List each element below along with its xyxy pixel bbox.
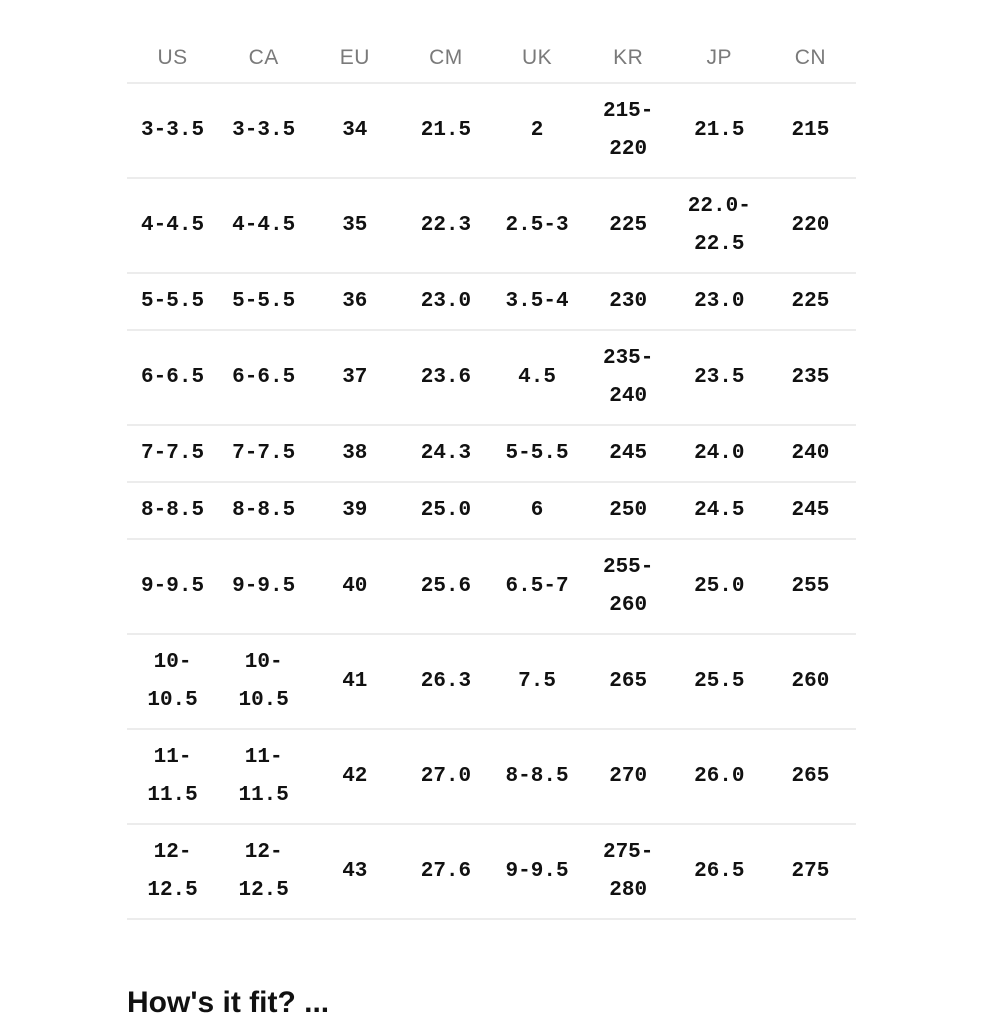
cell-eu: 38 xyxy=(309,425,400,482)
cell-kr: 215- 220 xyxy=(583,83,674,178)
cell-jp: 21.5 xyxy=(674,83,765,178)
cell-jp: 22.0- 22.5 xyxy=(674,178,765,273)
cell-cm: 23.6 xyxy=(400,330,491,425)
cell-jp: 26.5 xyxy=(674,824,765,919)
table-row xyxy=(127,634,856,729)
cell-ca: 3-3.5 xyxy=(218,83,309,178)
cell-ca: 10- 10.5 xyxy=(218,634,309,729)
cell-us: 9-9.5 xyxy=(127,539,218,634)
cell-kr: 230 xyxy=(583,273,674,330)
cell-cm: 24.3 xyxy=(400,425,491,482)
cell-jp: 26.0 xyxy=(674,729,765,824)
cell-us: 3-3.5 xyxy=(127,83,218,178)
cell-jp: 24.0 xyxy=(674,425,765,482)
header-jp: JP xyxy=(674,34,765,83)
cell-uk: 3.5-4 xyxy=(492,273,583,330)
header-cm: CM xyxy=(400,34,491,83)
cell-cm: 21.5 xyxy=(400,83,491,178)
cell-cn: 260 xyxy=(765,634,856,729)
cell-us: 10- 10.5 xyxy=(127,634,218,729)
cell-ca: 11- 11.5 xyxy=(218,729,309,824)
cell-jp: 23.5 xyxy=(674,330,765,425)
cell-jp: 23.0 xyxy=(674,273,765,330)
cell-eu: 35 xyxy=(309,178,400,273)
cell-cn: 225 xyxy=(765,273,856,330)
cell-cm: 23.0 xyxy=(400,273,491,330)
table-row xyxy=(127,729,856,824)
cell-ca: 4-4.5 xyxy=(218,178,309,273)
cell-jp: 24.5 xyxy=(674,482,765,539)
cell-cn: 220 xyxy=(765,178,856,273)
table-row xyxy=(127,83,856,178)
cell-uk: 2.5-3 xyxy=(492,178,583,273)
cell-eu: 37 xyxy=(309,330,400,425)
cell-uk: 7.5 xyxy=(492,634,583,729)
table-row xyxy=(127,425,856,482)
table-row xyxy=(127,482,856,539)
cell-cm: 27.6 xyxy=(400,824,491,919)
cell-ca: 6-6.5 xyxy=(218,330,309,425)
cell-us: 4-4.5 xyxy=(127,178,218,273)
cell-jp: 25.0 xyxy=(674,539,765,634)
cell-uk: 4.5 xyxy=(492,330,583,425)
cell-eu: 34 xyxy=(309,83,400,178)
cell-kr: 275- 280 xyxy=(583,824,674,919)
header-uk: UK xyxy=(492,34,583,83)
cell-eu: 40 xyxy=(309,539,400,634)
cell-cn: 215 xyxy=(765,83,856,178)
cell-ca: 12- 12.5 xyxy=(218,824,309,919)
cell-cn: 265 xyxy=(765,729,856,824)
table-row xyxy=(127,330,856,425)
cell-cm: 22.3 xyxy=(400,178,491,273)
cell-uk: 5-5.5 xyxy=(492,425,583,482)
cell-ca: 9-9.5 xyxy=(218,539,309,634)
cell-cm: 25.0 xyxy=(400,482,491,539)
cell-eu: 42 xyxy=(309,729,400,824)
cell-eu: 39 xyxy=(309,482,400,539)
cell-us: 7-7.5 xyxy=(127,425,218,482)
cell-kr: 235- 240 xyxy=(583,330,674,425)
cell-eu: 36 xyxy=(309,273,400,330)
section-heading: How's it fit? ... xyxy=(127,986,330,1019)
cell-cn: 240 xyxy=(765,425,856,482)
cell-uk: 8-8.5 xyxy=(492,729,583,824)
cell-us: 8-8.5 xyxy=(127,482,218,539)
header-us: US xyxy=(127,34,218,83)
cell-cm: 26.3 xyxy=(400,634,491,729)
table-header-row xyxy=(127,34,856,83)
cell-uk: 9-9.5 xyxy=(492,824,583,919)
cell-cm: 25.6 xyxy=(400,539,491,634)
cell-kr: 250 xyxy=(583,482,674,539)
cell-kr: 225 xyxy=(583,178,674,273)
header-eu: EU xyxy=(309,34,400,83)
table-row xyxy=(127,824,856,919)
cell-us: 11- 11.5 xyxy=(127,729,218,824)
cell-ca: 8-8.5 xyxy=(218,482,309,539)
cell-kr: 255- 260 xyxy=(583,539,674,634)
table-body xyxy=(127,83,856,919)
cell-uk: 2 xyxy=(492,83,583,178)
cell-ca: 5-5.5 xyxy=(218,273,309,330)
cell-kr: 245 xyxy=(583,425,674,482)
cell-cn: 245 xyxy=(765,482,856,539)
cell-uk: 6.5-7 xyxy=(492,539,583,634)
size-conversion-table xyxy=(127,34,856,920)
cell-cn: 235 xyxy=(765,330,856,425)
cell-uk: 6 xyxy=(492,482,583,539)
cell-cn: 275 xyxy=(765,824,856,919)
cell-us: 6-6.5 xyxy=(127,330,218,425)
cell-kr: 270 xyxy=(583,729,674,824)
header-ca: CA xyxy=(218,34,309,83)
cell-jp: 25.5 xyxy=(674,634,765,729)
cell-ca: 7-7.5 xyxy=(218,425,309,482)
cell-eu: 41 xyxy=(309,634,400,729)
header-cn: CN xyxy=(765,34,856,83)
cell-kr: 265 xyxy=(583,634,674,729)
table-row xyxy=(127,273,856,330)
cell-us: 12- 12.5 xyxy=(127,824,218,919)
header-kr: KR xyxy=(583,34,674,83)
cell-cn: 255 xyxy=(765,539,856,634)
cell-us: 5-5.5 xyxy=(127,273,218,330)
cell-cm: 27.0 xyxy=(400,729,491,824)
cell-eu: 43 xyxy=(309,824,400,919)
table-row xyxy=(127,539,856,634)
table-row xyxy=(127,178,856,273)
